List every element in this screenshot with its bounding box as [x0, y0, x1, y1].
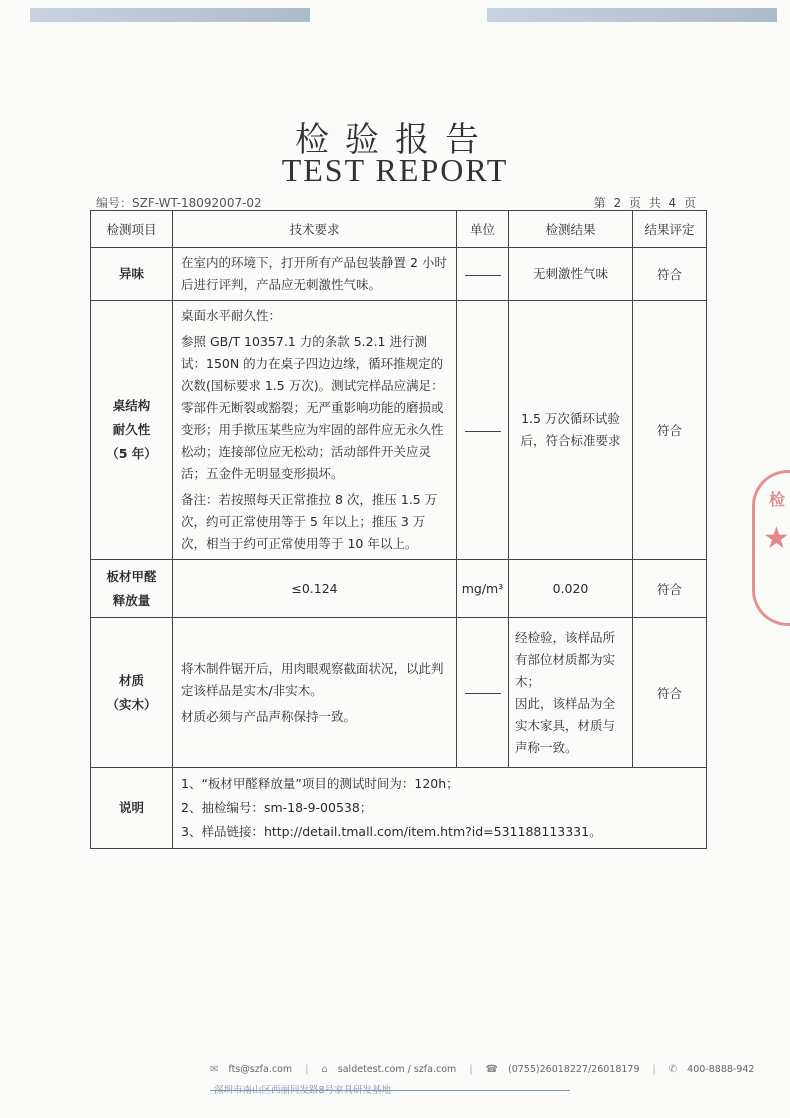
- result-formaldehyde: 0.020: [509, 560, 633, 618]
- durability-req-heading: 桌面水平耐久性：: [181, 308, 282, 323]
- material-result-p1: 经检验，该样品所有部位材质都为实木；: [515, 629, 616, 689]
- eval-formaldehyde: 符合: [633, 560, 707, 618]
- header-evaluation: 结果评定: [633, 211, 707, 248]
- result-material: [509, 618, 633, 768]
- header-item: 检测项目: [91, 211, 173, 248]
- dash-mark: [465, 275, 501, 276]
- fax-icon: ☎: [485, 1064, 499, 1075]
- footer-phone: (0755)26018227/26018179: [508, 1064, 640, 1075]
- dash-mark: [465, 693, 501, 694]
- item-odor: 异味: [91, 248, 173, 301]
- material-req-p1: 将木制件锯开后，用肉眼观察截面状况，以此判定该样品是实木/非实木。: [181, 660, 444, 698]
- report-code: 编号：SZF-WT-18092007-02: [96, 196, 262, 210]
- requirement-durability: [173, 301, 457, 560]
- footer-website: saldetest.com / szfa.com: [337, 1064, 457, 1075]
- item-durability: [91, 301, 173, 560]
- footer-email: fts@szfa.com: [228, 1064, 293, 1075]
- unit-durability: [457, 301, 509, 560]
- header-requirement: 技术要求: [173, 211, 457, 248]
- stamp-text: 检: [769, 490, 786, 509]
- eval-durability: 符合: [633, 301, 707, 560]
- top-decor-bar-right: [487, 8, 777, 22]
- footer-separator: |: [469, 1064, 473, 1075]
- durability-req-note: 备注：若按照每天正常推拉 8 次，推压 1.5 万次，约可正常使用等于 5 年以上；推压 3 万次，相当于约可正常使用等于 10 年以上。: [181, 492, 438, 551]
- report-title-en: TEST REPORT: [281, 152, 509, 188]
- item-notes: 说明: [91, 768, 173, 849]
- footer-hotline: 400-8888-942: [687, 1064, 755, 1075]
- table-row-durability: [91, 301, 707, 560]
- note-line-1: 1、“板材甲醛释放量”项目的测试时间为：120h；: [181, 776, 459, 791]
- requirement-odor: 在室内的环境下，打开所有产品包装静置 2 小时后进行评判，产品应无刺激性气味。: [173, 248, 457, 301]
- dash-mark: [465, 431, 501, 432]
- home-icon: ⌂: [321, 1064, 328, 1075]
- footer-separator: |: [652, 1064, 656, 1075]
- material-req-p2: 材质必须与产品声称保持一致。: [181, 708, 357, 724]
- unit-odor: [457, 248, 509, 301]
- page-number: 第 2 页 共 4 页: [593, 196, 698, 210]
- item-material: [91, 618, 173, 768]
- item-durability-line1: 桌结构: [112, 398, 151, 413]
- requirement-material: [173, 618, 457, 768]
- footer-separator: |: [305, 1064, 309, 1075]
- header-unit: 单位: [457, 211, 509, 248]
- item-material-line2: （实木）: [106, 696, 157, 712]
- report-table: [90, 210, 707, 849]
- footer-address: 深圳市南山区西丽同发路8号家具研发基地: [214, 1085, 392, 1096]
- table-row-material: [91, 618, 707, 768]
- item-formaldehyde: [91, 560, 173, 618]
- note-line-2: 2、抽检编号：sm-18-9-00538；: [181, 800, 373, 815]
- result-durability: 1.5 万次循环试验后，符合标准要求: [509, 301, 633, 560]
- email-icon: ✉: [210, 1064, 219, 1075]
- item-formaldehyde-line1: 板材甲醛: [106, 568, 157, 584]
- result-odor: 无刺激性气味: [509, 248, 633, 301]
- report-title-cn: 检验报告: [295, 120, 495, 160]
- unit-material: [457, 618, 509, 768]
- top-decor-bar-left: [30, 8, 310, 22]
- notes-content: [173, 768, 707, 849]
- stamp-star-icon: ★: [763, 521, 790, 556]
- table-row-odor: [91, 248, 707, 301]
- table-header-row: [91, 211, 707, 248]
- eval-odor: 符合: [633, 248, 707, 301]
- table-row-formaldehyde: [91, 560, 707, 618]
- note-line-3: 3、样品链接：http://detail.tmall.com/item.htm?id=531188113331。: [181, 824, 602, 839]
- header-result: 检测结果: [509, 211, 633, 248]
- item-durability-line2: 耐久性: [112, 422, 151, 437]
- item-durability-line3: （5 年）: [106, 446, 157, 461]
- durability-req-body: 参照 GB/T 10357.1 力的条款 5.2.1 进行测试：150N 的力在桌子四边边缘，循环推规定的次数(国标要求 1.5 万次)。测试完样品应满足：零部件无断裂或豁裂；无严重影响功能的磨损或变形；用手揿压某些应为牢固的部件应无永久性松动；连接部位应无松动；活动部件开关应灵活；五金件无明显变形损坏。: [181, 334, 444, 481]
- item-formaldehyde-line2: 释放量: [112, 592, 151, 608]
- phone-icon: ✆: [668, 1064, 678, 1075]
- red-seal-stamp: [752, 470, 790, 626]
- unit-formaldehyde: mg/m³: [457, 560, 509, 618]
- footer-contacts: [210, 1064, 764, 1075]
- table-row-notes: [91, 768, 707, 849]
- item-material-line1: 材质: [118, 672, 144, 688]
- eval-material: 符合: [633, 618, 707, 768]
- requirement-formaldehyde: ≤0.124: [173, 560, 457, 618]
- material-result-p2: 因此，该样品为全实木家具，材质与声称一致。: [515, 695, 616, 755]
